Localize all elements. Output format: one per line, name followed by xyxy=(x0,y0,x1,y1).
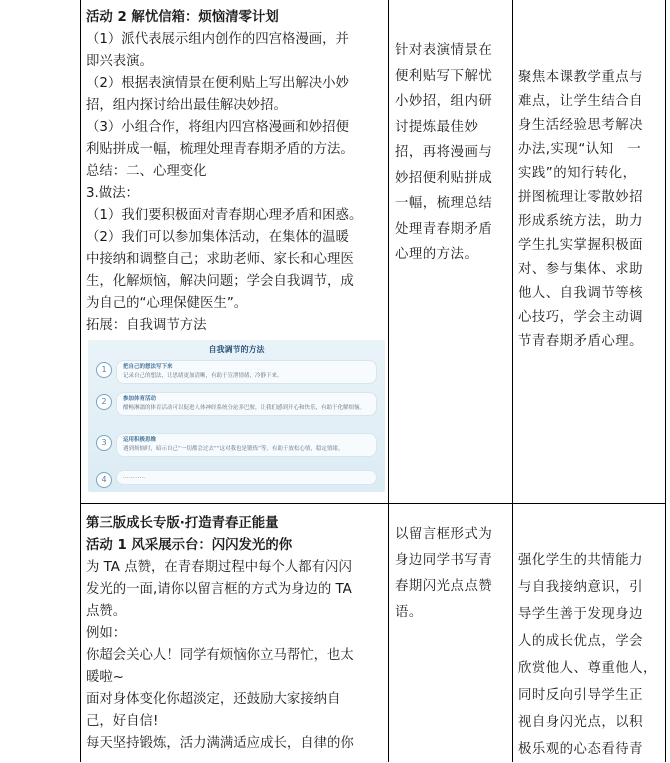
table-border-right xyxy=(665,0,666,762)
figure-item-text: 酣畅淋漓的体育活动可以促进人体神经系统分泌多巴胺，让我们感到开心和快乐，有助于化解烦恼。 xyxy=(123,405,366,411)
step-line: （3）小组合作，将组内四宫格漫画和妙招便 xyxy=(86,120,349,135)
step-line: 招，组内探讨给出最佳解决妙招。 xyxy=(86,98,287,113)
figure-item-text: 遇到烦恼时，暗示自己“一切都会过去”“这对我也是锻炼”等，有助于放松心情，稳定情绪。 xyxy=(123,446,344,452)
example-label: 例如： xyxy=(86,626,127,641)
figure-item xyxy=(96,392,379,428)
step-line: 利贴拼成一幅，梳理处理青春期矛盾的方法。 xyxy=(86,142,354,157)
figure-item-text: ………… xyxy=(123,474,145,480)
step-line: （1）派代表展示组内创作的四宫格漫画，并 xyxy=(86,32,349,47)
number-badge-icon: 4 xyxy=(96,472,112,488)
student-activity-bottom: 以留言框形式为 身边同学书写青 春期闪光点点赞 语。 xyxy=(395,527,493,620)
number-badge-icon: 1 xyxy=(96,362,112,378)
method-line: 为自己的“心理保健医生”。 xyxy=(86,296,248,311)
design-intent-bottom: 强化学生的共情能力 与自我接纳意识，引 导学生善于发现身边 人的成长优点，学会 欣赏他人、尊重他人， 同时反向引导学生正 视自身闪光点，以积 极乐观的心态看待青 xyxy=(518,553,657,757)
figure-item-heading: 参加体育活动 xyxy=(123,396,157,402)
row-divider xyxy=(80,503,666,504)
figure-item xyxy=(96,470,379,488)
activity-content-top xyxy=(86,7,386,337)
method-heading: 3.做法： xyxy=(86,186,139,201)
figure-title: 自我调节的方法 xyxy=(208,345,265,354)
method-line: 生，化解烦恼，解决问题；学会自我调节，成 xyxy=(86,274,354,289)
figure-item xyxy=(96,433,379,467)
number-badge-icon: 2 xyxy=(96,394,112,410)
figure-item-heading: 把自己的想法写下来 xyxy=(123,364,173,370)
table-divider-1 xyxy=(388,0,389,762)
student-activity-top: 针对表演情景在 便利贴写下解忧 小妙招，组内研 讨提炼最佳妙 招，再将漫画与 妙招便利贴拼成 一幅，梳理总结 处理青春期矛盾 心理的方法。 xyxy=(395,43,493,262)
figure-item-heading: 运用积极思维 xyxy=(123,437,157,443)
number-badge-icon: 3 xyxy=(96,435,112,451)
table-border-left xyxy=(80,0,81,762)
section-title: 第三版成长专版·打造青春正能量 xyxy=(86,516,279,531)
self-adjustment-figure xyxy=(88,340,385,492)
activity-2-title: 活动 2 解忧信箱：烦恼清零计划 xyxy=(86,10,279,25)
step-line: 即兴表演。 xyxy=(86,54,153,69)
extension-line: 拓展：自我调节方法 xyxy=(86,318,207,333)
table-divider-2 xyxy=(512,0,513,762)
design-intent-top: 聚焦本课教学重点与 难点，让学生结合自 身生活经验思考解决 办法,实现“认知 一 实践”的知行转化， 拼图梳理让零散妙招 形成系统方法，助力 学生扎实掌握积极面 对、参与集体、求助 他人、自我调节等核 心技巧，学会主动调 节青春期矛盾心理。 xyxy=(518,70,644,349)
activity-1-title: 活动 1 风采展示台：闪闪发光的你 xyxy=(86,538,293,553)
summary-line: 总结：二、心理变化 xyxy=(86,164,207,179)
method-line: （2）我们可以参加集体活动，在集体的温暖 xyxy=(86,230,349,245)
activity-content-bottom: 第三版成长专版·打造青春正能量 活动 1 风采展示台：闪闪发光的你 为 TA 点赞，在青春期过程中每个人都有闪闪 发光的一面,请你以留言框的方式为身边的 TA 点赞。 例如： 你超会关心人！同学有烦恼你立马帮忙，也太 暖啦~ 面对身体变化你超淡定，还鼓励大家接纳自 己，好自信! 每天坚持锻炼，活力满满适应成长，自律的你 xyxy=(86,513,386,755)
method-line: （1）我们要积极面对青春期心理矛盾和困惑。 xyxy=(86,208,363,223)
figure-item-text: 记录自己的想法，让思绪更加清晰，有助于宣泄情绪，冷静下来。 xyxy=(123,373,283,379)
figure-item xyxy=(96,360,379,388)
method-line: 中接纳和调整自己；求助老师、家长和心理医 xyxy=(86,252,354,267)
step-line: （2）根据表演情景在便利贴上写出解决小妙 xyxy=(86,76,349,91)
